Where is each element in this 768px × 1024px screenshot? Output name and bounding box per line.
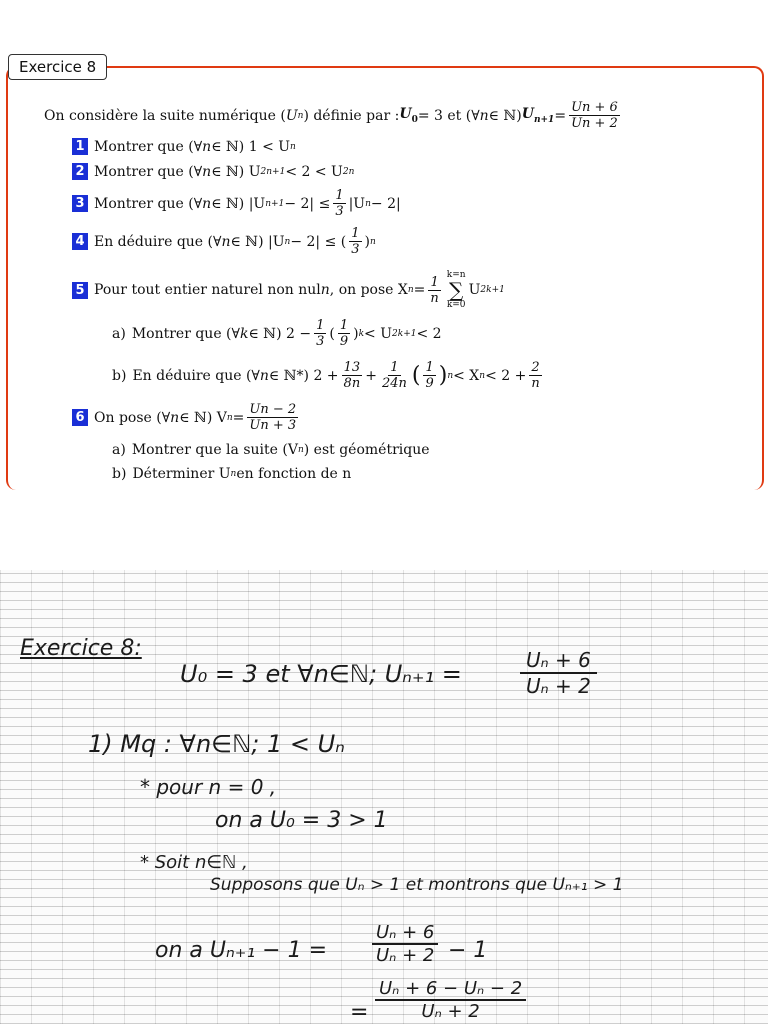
question-6b: b) Déterminer U n en fonction de n (112, 466, 352, 482)
intro-line: On considère la suite numérique ( U n ) définie par : $U_0$ = 3 et (∀ n ∈ ℕ) $U_{n+1}$ = $\frac{Un + 6}{Un + 2}$ (44, 100, 618, 131)
hw-line-3: * pour n = 0 , (140, 775, 277, 799)
question-1: 1 Montrer que (∀ n ∈ ℕ) 1 < U n (72, 138, 296, 155)
sum-symbol: k=n ∑ k=0 (446, 270, 466, 310)
question-4: 4 En déduire que (∀ n ∈ ℕ) |U n − 2| ≤ ( $\frac{1}{3}$ ) n (72, 226, 376, 257)
exercise-label: Exercice 8 (8, 54, 107, 80)
question-number-3: 3 (72, 195, 88, 212)
hw-line-7: on a Uₙ₊₁ − 1 = (155, 938, 328, 963)
hw-line-5: * Soit n∈ℕ , (140, 852, 248, 873)
hw-line-7-end: − 1 (448, 938, 488, 963)
hw-line-8: = (350, 1000, 369, 1024)
question-2: 2 Montrer que (∀ n ∈ ℕ) U 2n+1 < 2 < U 2n (72, 163, 354, 180)
question-number-5: 5 (72, 282, 88, 299)
page-gap (0, 490, 768, 570)
intro-fraction: $\frac{Un + 6}{Un + 2}$ (571, 100, 618, 131)
hw-fraction-8: Uₙ + 6 − Uₙ − 2 Uₙ + 2 (375, 978, 526, 1022)
hw-fraction-1: Uₙ + 6 Uₙ + 2 (520, 648, 597, 698)
hw-title: Exercice 8: (20, 636, 142, 661)
hw-line-4: on a U₀ = 3 > 1 (215, 808, 388, 833)
question-number-2: 2 (72, 163, 88, 180)
hw-line-6: Supposons que Uₙ > 1 et montrons que Uₙ₊₁ > 1 (210, 875, 624, 895)
question-5b: b) En déduire que (∀ n ∈ ℕ*) 2 + $\frac{13}{8n}$ + $\frac{1}{24n}$ ( $\frac{1}{9}$ ) n < X n < 2 + $\frac{2}{n}$ (112, 360, 540, 391)
question-5: 5 Pour tout entier naturel non nul n , on pose X n = $\frac{1}{n}$ k=n ∑ k=0 U 2k+1 (72, 270, 505, 310)
question-number-4: 4 (72, 233, 88, 250)
question-number-1: 1 (72, 138, 88, 155)
hw-fraction-7: Uₙ + 6 Uₙ + 2 (372, 922, 438, 966)
question-number-6: 6 (72, 409, 88, 426)
question-6a: a) Montrer que la suite (V n ) est géométrique (112, 442, 430, 458)
hw-line-1: U₀ = 3 et ∀n∈ℕ; Uₙ₊₁ = (180, 660, 462, 688)
question-5a: a) Montrer que (∀ k ∈ ℕ) 2 − $\frac{1}{3}$ ( $\frac{1}{9}$ ) k < U 2k+1 < 2 (112, 318, 442, 349)
top-margin (0, 0, 768, 52)
hw-line-2: 1) Mq : ∀n∈ℕ; 1 < Uₙ (88, 730, 345, 758)
question-6: 6 On pose (∀ n ∈ ℕ) V n = $\frac{Un - 2}{Un + 3}$ (72, 402, 301, 433)
notebook-page (0, 570, 768, 1024)
question-3: 3 Montrer que (∀ n ∈ ℕ) |U n+1 − 2| ≤ $\frac{1}{3}$ |U n − 2| (72, 188, 401, 219)
